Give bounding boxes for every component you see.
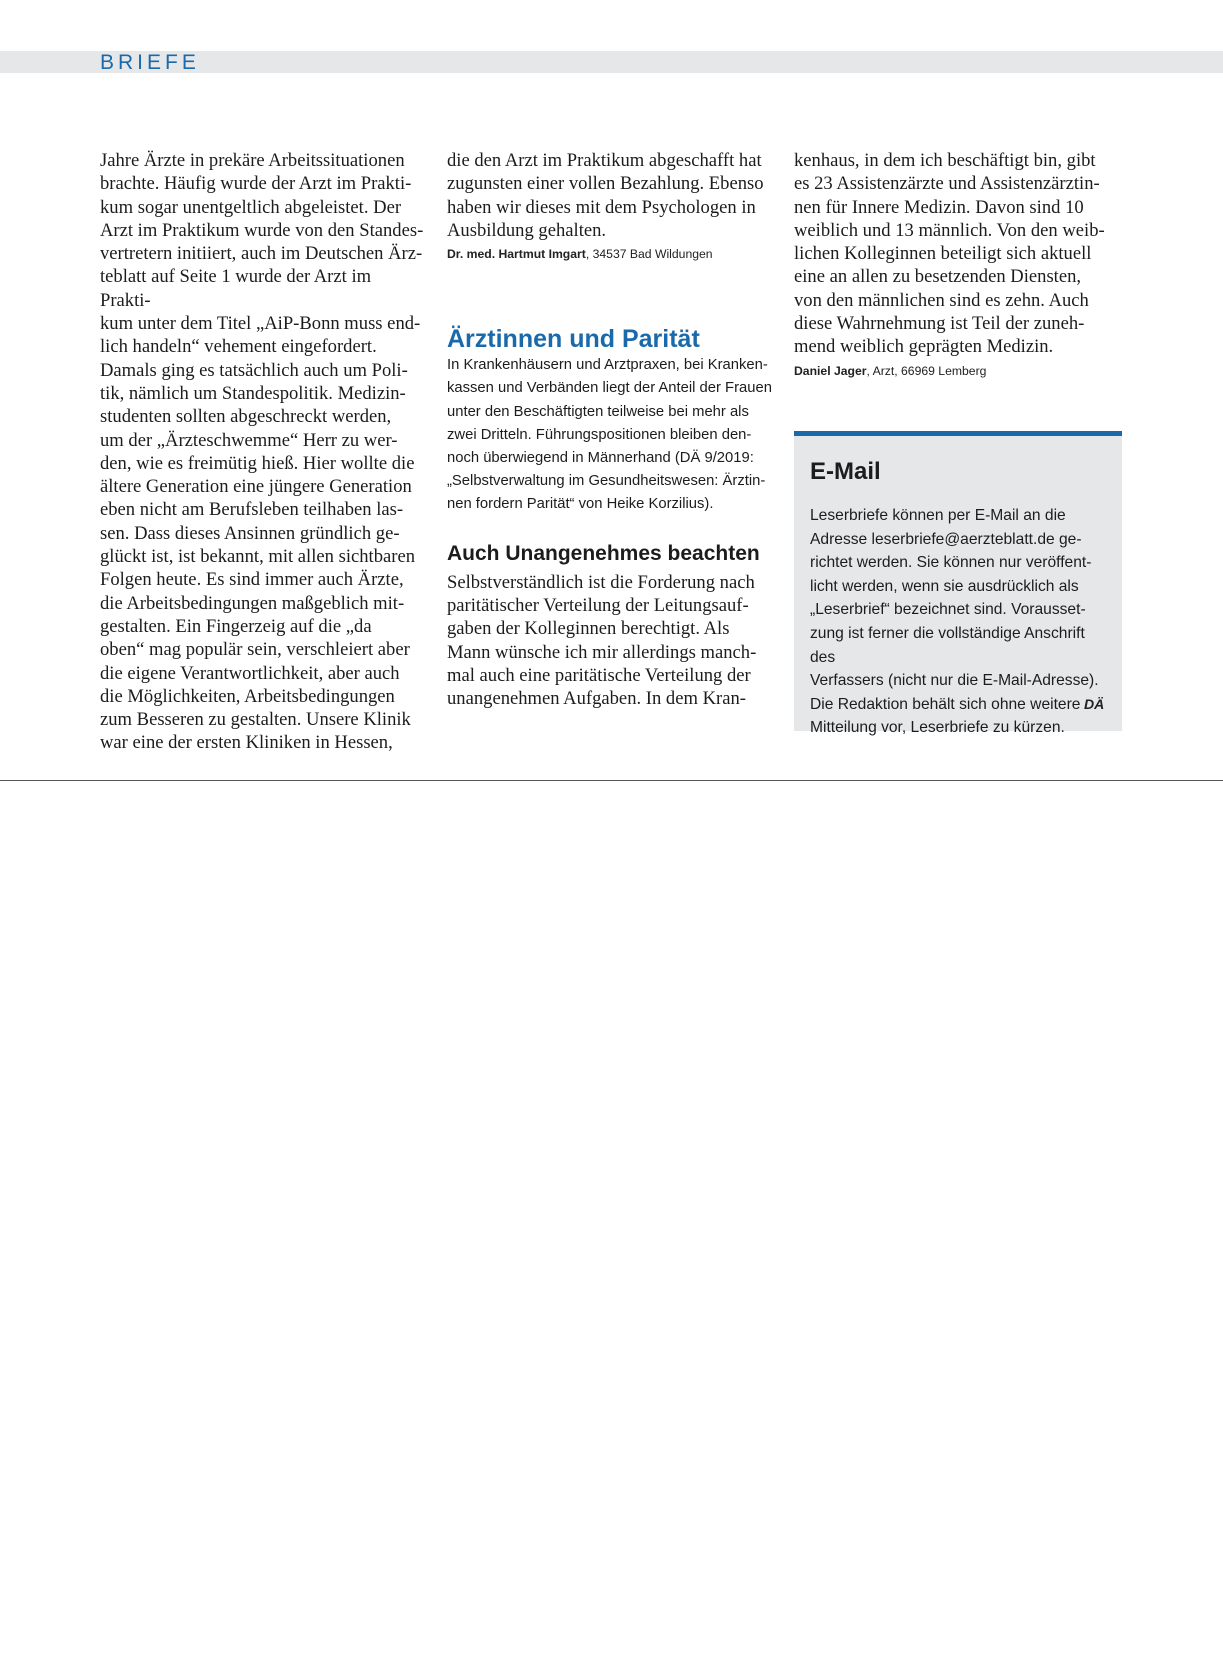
signature-name: Dr. med. Hartmut Imgart	[447, 247, 586, 262]
section-label: BRIEFE	[100, 51, 200, 74]
email-info-box	[794, 431, 1122, 737]
letter-text: Selbstverständlich ist die Forderung nach paritätischer Verteilung der Leitungsauf- gaben der Kolleginnen berechtigt. Als Mann wünsche ich mir allerdings manch- mal auch eine paritätische Verteilung der unangenehmen Aufgaben. In dem Kran-	[447, 571, 757, 710]
signature-location: , 34537 Bad Wildungen	[585, 247, 713, 262]
letter-title: Auch Unangenehmes beachten	[447, 541, 760, 565]
signature-name: Daniel Jager	[794, 363, 867, 378]
email-box-text: Leserbriefe können per E-Mail an die Adresse leserbriefe@aerzteblatt.de ge- richtet werden. Sie können nur veröffent- licht werden, wenn sie ausdrücklich als „Leserbrief“ bezeichnet sind. Vorausset- zung ist ferner die vollständige Anschrift des Verfassers (nicht nur die E-Mail-Adresse). Die Redaktion behält sich ohne weitere Mitteilung vor, Leserbriefe zu kürzen.	[810, 507, 1099, 737]
letter-text-continued: kenhaus, in dem ich beschäftigt bin, gibt es 23 Assistenzärzte und Assistenzärztin- nen für Innere Medizin. Davon sind 10 weiblich und 13 männlich. Von den weib- lichen Kolleginnen beteiligt sich aktuell eine an allen zu besetzenden Diensten, von den männlichen sind es zehn. Auch diese Wahrnehmung ist Teil der zuneh- mend weiblich geprägten Medizin.	[794, 150, 1105, 358]
column-3	[794, 149, 1124, 379]
column-2	[447, 149, 777, 710]
article-title: Ärztinnen und Parität	[447, 325, 700, 354]
letter-continuation-text: Jahre Ärzte in prekäre Arbeitssituationen brachte. Häufig wurde der Arzt im Prakti- kum sogar unentgeltlich abgeleistet. Der Arzt im Praktikum wurde von den Standes- vertretern initiiert, auch im Deutschen Ärz- teblatt auf Seite 1 wurde der Arzt im Prakti- kum unter dem Titel „AiP-Bonn muss end- lich handeln“ vehement eingefordert. Damals ging es tatsächlich auch um Poli- tik, nämlich um Standespolitik. Medizin- studenten sollten abgeschreckt werden, um der „Ärzteschwemme“ Herr zu wer- den, wie es freimütig hieß. Hier wollte die ältere Generation eine jüngere Generation eben nicht am Berufsleben teilhaben las- sen. Dass dieses Ansinnen gründlich ge- glückt ist, ist bekannt, mit allen sichtbaren Folgen heute. Es sind immer auch Ärzte, die Arbeitsbedingungen maßgeblich mit- gestalten. Ein Fingerzeig auf die „da oben“ mag populär sein, verschleiert aber die eigene Verantwortlichkeit, aber auch die Möglichkeiten, Arbeitsbedingungen zum Besseren zu gestalten. Unsere Klinik war eine der ersten Kliniken in Hessen,	[100, 150, 424, 754]
letter-end-text: die den Arzt im Praktikum abgeschafft hat zugunsten einer vollen Bezahlung. Ebenso haben wir dieses mit dem Psychologen in Ausbildung gehalten.	[447, 150, 764, 241]
signature-location: , Arzt, 66969 Lemberg	[866, 363, 987, 378]
email-box-title: E-Mail	[810, 458, 881, 485]
letter-signature	[447, 246, 777, 262]
page-divider	[0, 780, 1223, 781]
column-1	[100, 149, 425, 755]
article-lead: In Krankenhäusern und Arztpraxen, bei Kranken- kassen und Verbänden liegt der Anteil der Frauen unter den Beschäftigten teilweise bei mehr als zwei Dritteln. Führungspositionen bleiben den- noch überwiegend in Männerhand (DÄ 9/2019: „Selbstverwaltung im Gesundheitswesen: Ärztin- nen fordern Parität“ von Heike Korzilius).	[447, 357, 772, 513]
email-box-signature: DÄ	[1084, 696, 1105, 712]
letter-signature	[794, 363, 1124, 379]
